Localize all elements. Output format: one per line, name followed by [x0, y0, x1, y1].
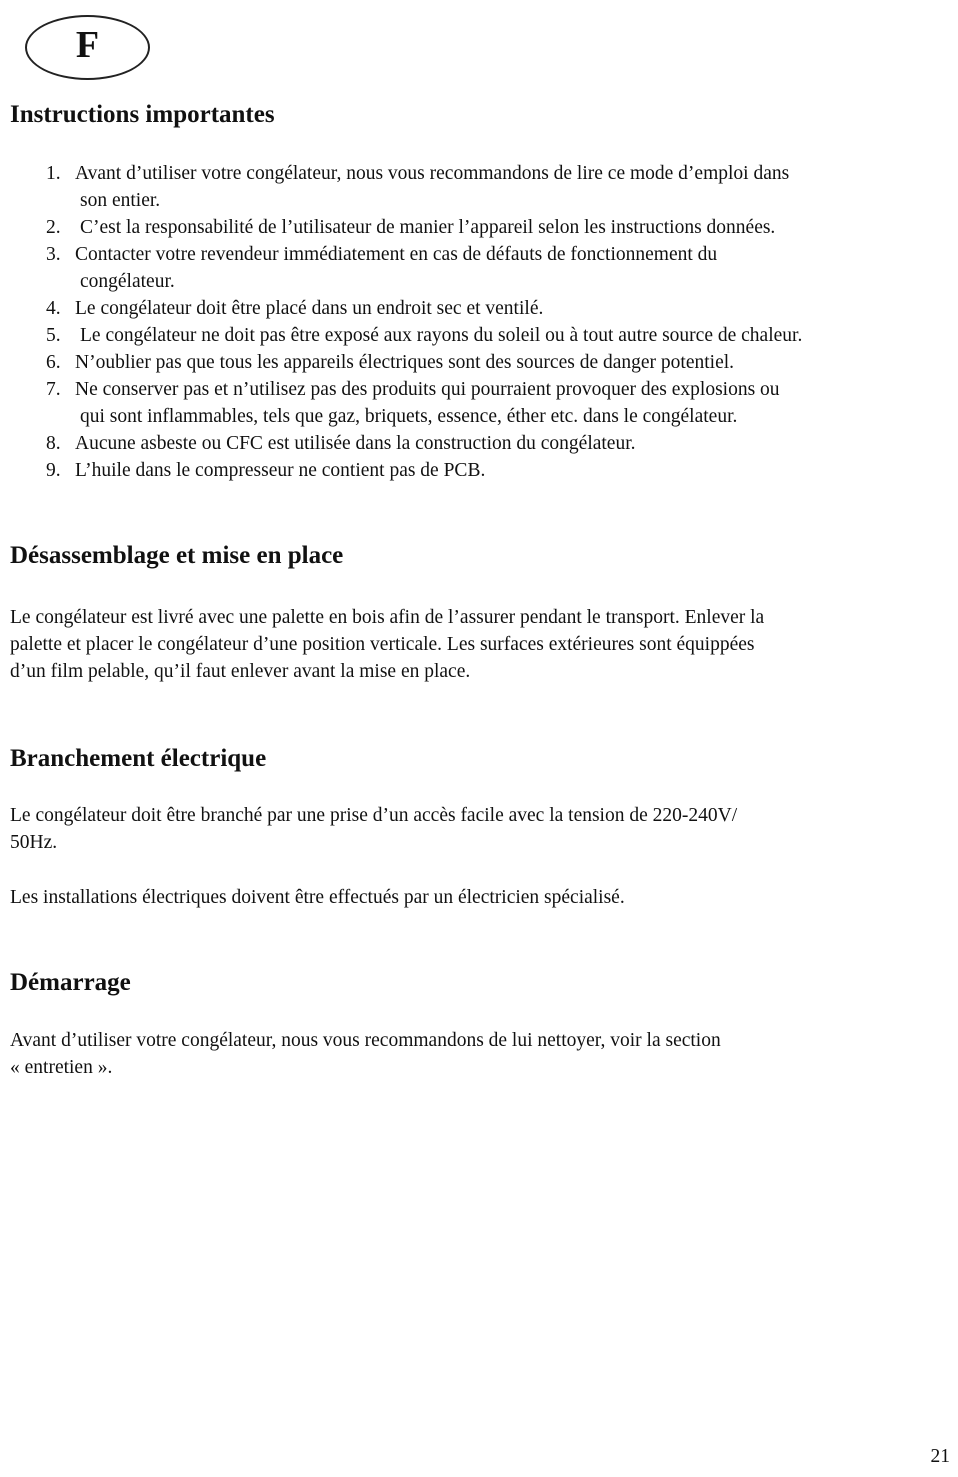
electrical-installer-paragraph: Les installations électriques doivent être effectués par un électricien spécialisé. [10, 887, 625, 908]
list-item: 8. Aucune asbeste ou CFC est utilisée dans la construction du congélateur. [46, 433, 636, 454]
list-item: 1. Avant d’utiliser votre congélateur, nous vous recommandons de lire ce mode d’emploi dans son entier. [46, 163, 790, 211]
list-item: 6. N’oublier pas que tous les appareils électriques sont des sources de danger potentiel. [46, 352, 735, 373]
page-number: 21 [930, 1446, 950, 1467]
heading-electrical: Branchement électrique [10, 745, 267, 772]
unpacking-paragraph: Le congélateur est livré avec une palette en bois afin de l’assurer pendant le transport. Enlever la palette et placer le congélateur d’une position verticale. Les surfaces extérieures sont équippées d’un film pelable, qu’il faut enlever avant la mise en place. [10, 607, 765, 682]
electrical-paragraph: Le congélateur doit être branché par une prise d’un accès facile avec la tension de 220-240V/ 50Hz. [10, 805, 738, 853]
language-letter: F [75, 23, 100, 66]
list-item: 7. Ne conserver pas et n’utilisez pas des produits qui pourraient provoquer des explosions ou qui sont inflammables, tels que gaz, briquets, essence, éther etc. dans le congélateur. [46, 379, 780, 427]
heading-instructions: Instructions importantes [10, 101, 275, 128]
list-item: 4. Le congélateur doit être placé dans un endroit sec et ventilé. [46, 298, 544, 319]
instructions-list [0, 160, 958, 484]
list-item: 5. Le congélateur ne doit pas être exposé aux rayons du soleil ou à tout autre source de chaleur. [46, 325, 803, 346]
heading-startup: Démarrage [10, 969, 131, 996]
heading-unpacking: Désassemblage et mise en place [10, 542, 344, 569]
startup-paragraph: Avant d’utiliser votre congélateur, nous vous recommandons de lui nettoyer, voir la section « entretien ». [10, 1030, 721, 1078]
list-item: 3. Contacter votre revendeur immédiatement en cas de défauts de fonctionnement du congélateur. [46, 244, 718, 292]
list-item: 2. C’est la responsabilité de l’utilisateur de manier l’appareil selon les instructions données. [46, 217, 776, 238]
language-badge [25, 15, 150, 80]
list-item: 9. L’huile dans le compresseur ne contient pas de PCB. [46, 460, 486, 481]
